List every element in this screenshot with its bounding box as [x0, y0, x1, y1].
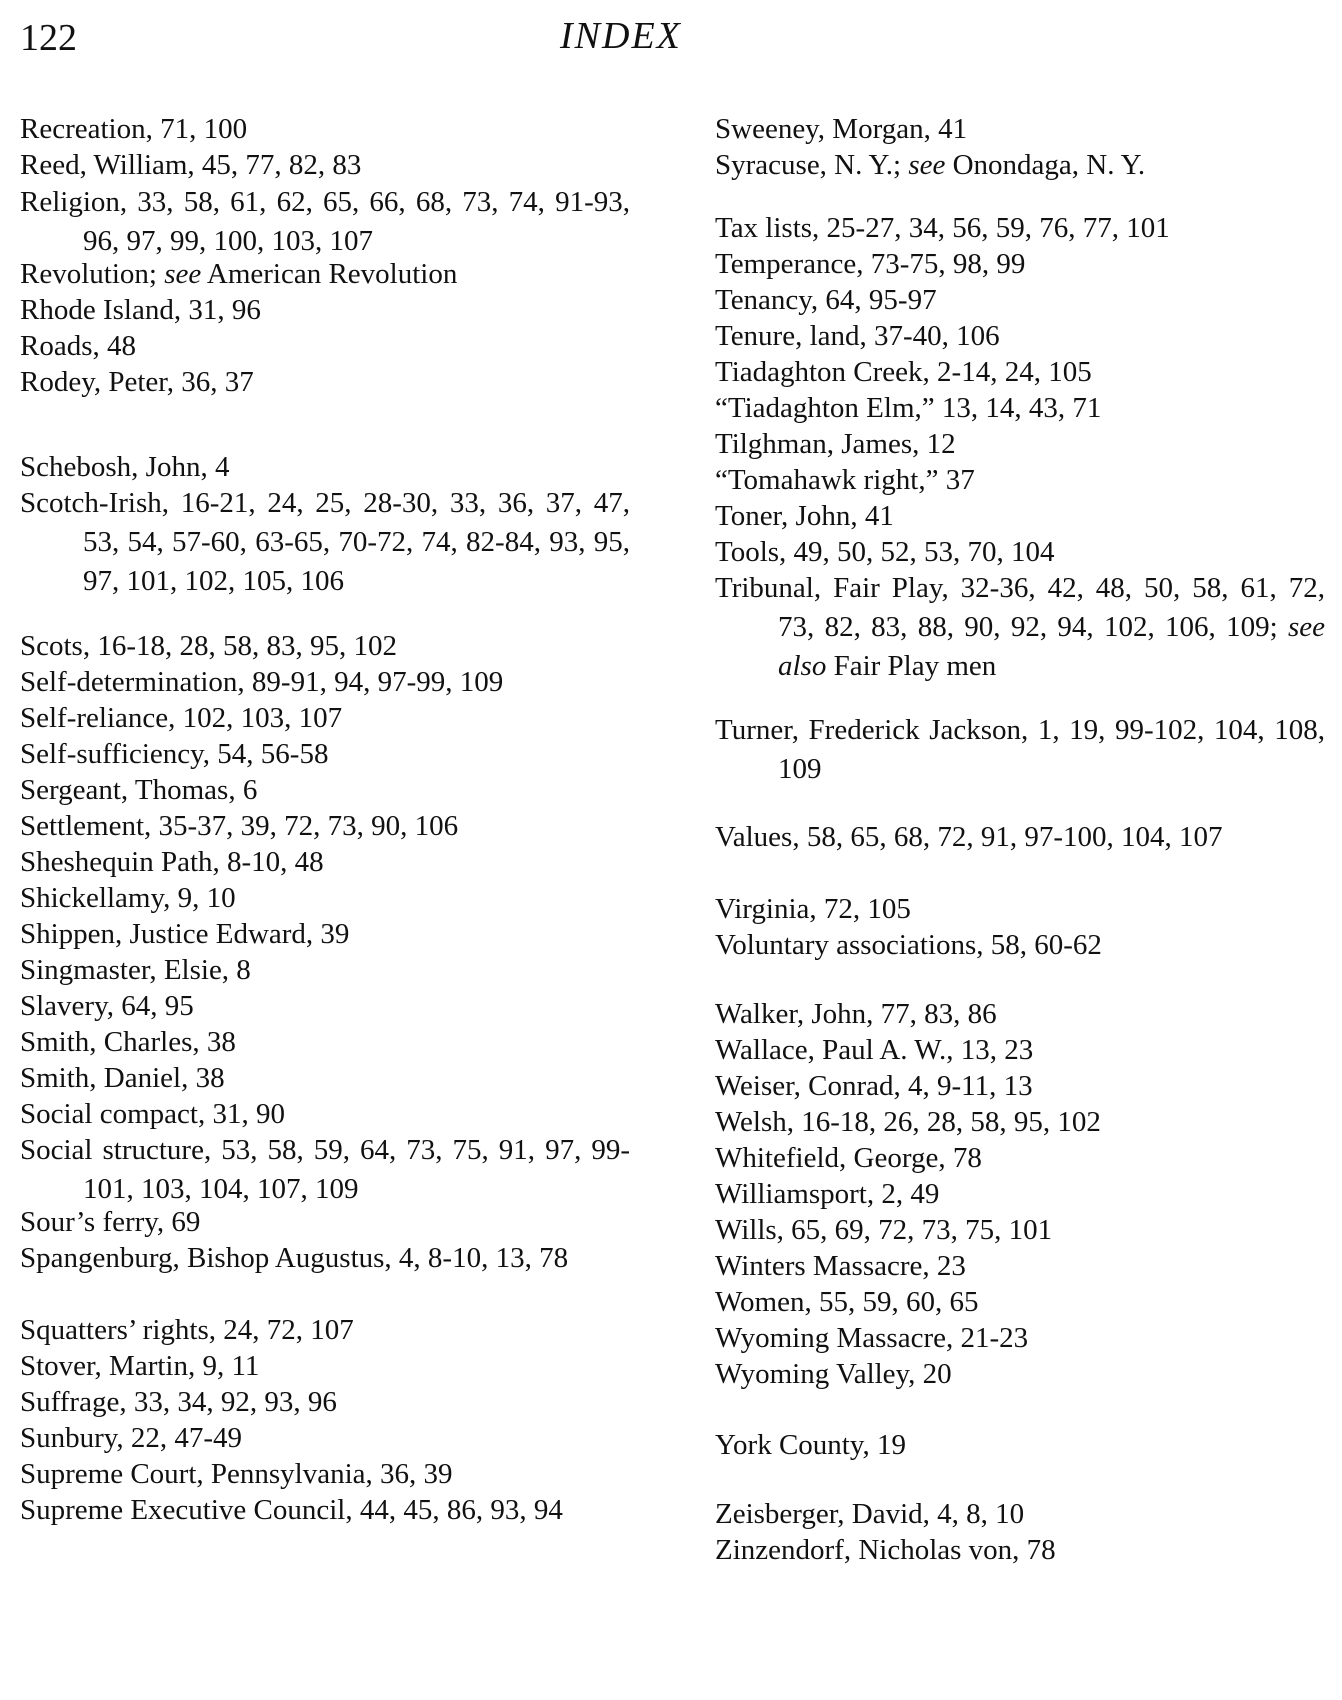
- index-entry: [715, 425, 1325, 464]
- index-entry-text: Sergeant, Thomas, 6: [20, 774, 258, 806]
- index-entry: [20, 699, 630, 738]
- index-entry: [715, 1175, 1325, 1214]
- index-entry: [20, 1455, 630, 1494]
- index-entry: [20, 484, 630, 601]
- index-entry: [20, 1059, 630, 1098]
- index-entry: [20, 735, 630, 774]
- index-entry-text: Tribunal, Fair Play, 32-36, 42, 48, 50, 58, 61, 72, 73, 82, 83, 88, 90, 92, 94, 102, 106, 109;: [715, 572, 1325, 643]
- cross-reference-label: see also: [778, 611, 1325, 682]
- index-entry: [715, 533, 1325, 572]
- index-entry-text: Recreation, 71, 100: [20, 113, 248, 145]
- index-entry-text: American Revolution: [201, 258, 458, 290]
- index-entry-text: Toner, John, 41: [715, 500, 894, 532]
- index-entry: [715, 353, 1325, 392]
- index-entry: [20, 879, 630, 918]
- index-entry: [20, 1131, 630, 1209]
- index-entry-text: Tilghman, James, 12: [715, 428, 956, 460]
- index-entry-text: Williamsport, 2, 49: [715, 1178, 940, 1210]
- index-entry: [20, 1383, 630, 1422]
- index-entry: [20, 771, 630, 810]
- index-entry: [715, 1031, 1325, 1070]
- index-entry: [715, 926, 1325, 965]
- index-entry-text: Smith, Daniel, 38: [20, 1062, 225, 1094]
- index-entry: [20, 1203, 630, 1242]
- running-head: INDEX: [560, 15, 682, 57]
- index-entry: [715, 146, 1325, 185]
- index-entry-text: Reed, William, 45, 77, 82, 83: [20, 149, 362, 181]
- index-entry-text: Singmaster, Elsie, 8: [20, 954, 251, 986]
- index-entry-text: Welsh, 16-18, 26, 28, 58, 95, 102: [715, 1106, 1101, 1138]
- index-entry-text: Winters Massacre, 23: [715, 1250, 966, 1282]
- index-entry-text: Sunbury, 22, 47-49: [20, 1422, 243, 1454]
- index-entry-text: Whitefield, George, 78: [715, 1142, 982, 1174]
- index-entry-text: Walker, John, 77, 83, 86: [715, 998, 997, 1030]
- index-entry: [715, 1283, 1325, 1322]
- index-entry-text: “Tomahawk right,” 37: [715, 464, 975, 496]
- index-entry-text: Slavery, 64, 95: [20, 990, 194, 1022]
- page-number: 122: [20, 17, 77, 59]
- index-entry: [715, 1319, 1325, 1358]
- index-entry-text: Suffrage, 33, 34, 92, 93, 96: [20, 1386, 337, 1418]
- index-entry-text: Scots, 16-18, 28, 58, 83, 95, 102: [20, 630, 397, 662]
- index-entry-text: Tiadaghton Creek, 2-14, 24, 105: [715, 356, 1092, 388]
- index-entry-text: Self-sufficiency, 54, 56-58: [20, 738, 329, 770]
- index-entry-text: Squatters’ rights, 24, 72, 107: [20, 1314, 354, 1346]
- index-entry-text: Social compact, 31, 90: [20, 1098, 285, 1130]
- index-entry: [20, 951, 630, 990]
- index-entry-text: Social structure, 53, 58, 59, 64, 73, 75, 91, 97, 99-101, 103, 104, 107, 109: [20, 1134, 630, 1205]
- index-entry-text: Revolution;: [20, 258, 165, 290]
- index-entry: [20, 987, 630, 1026]
- index-entry-text: Roads, 48: [20, 330, 136, 362]
- index-entry-text: Tools, 49, 50, 52, 53, 70, 104: [715, 536, 1055, 568]
- index-entry-text: Wallace, Paul A. W., 13, 23: [715, 1034, 1034, 1066]
- index-entry-text: Settlement, 35-37, 39, 72, 73, 90, 106: [20, 810, 459, 842]
- index-entry: [715, 389, 1325, 428]
- index-entry: [715, 890, 1325, 929]
- index-entry: [20, 915, 630, 954]
- index-entry-text: Wills, 65, 69, 72, 73, 75, 101: [715, 1214, 1053, 1246]
- index-entry: [20, 327, 630, 366]
- index-entry: [20, 1095, 630, 1134]
- index-entry-text: Sweeney, Morgan, 41: [715, 113, 968, 145]
- index-entry: [20, 291, 630, 330]
- index-entry-text: Values, 58, 65, 68, 72, 91, 97-100, 104, 107: [715, 821, 1223, 853]
- index-entry-text: Self-determination, 89-91, 94, 97-99, 109: [20, 666, 504, 698]
- index-entry-text: Fair Play men: [826, 650, 997, 682]
- index-entry-text: Shickellamy, 9, 10: [20, 882, 236, 914]
- index-entry-text: Syracuse, N. Y.;: [715, 149, 909, 181]
- index-entry: [715, 1531, 1325, 1570]
- index-entry-text: Tenure, land, 37-40, 106: [715, 320, 1000, 352]
- index-entry-text: Wyoming Massacre, 21-23: [715, 1322, 1029, 1354]
- index-entry-text: Self-reliance, 102, 103, 107: [20, 702, 343, 734]
- index-entry: [20, 843, 630, 882]
- index-entry-text: Rhode Island, 31, 96: [20, 294, 261, 326]
- index-entry: [20, 663, 630, 702]
- index-entry: [20, 183, 630, 261]
- index-entry: [20, 255, 630, 294]
- index-entry: [715, 1211, 1325, 1250]
- index-entry: [715, 1247, 1325, 1286]
- index-entry: [715, 110, 1325, 149]
- index-entry-text: Temperance, 73-75, 98, 99: [715, 248, 1026, 280]
- index-entry-text: Rodey, Peter, 36, 37: [20, 366, 254, 398]
- index-entry-text: Sheshequin Path, 8-10, 48: [20, 846, 324, 878]
- index-entry: [20, 146, 630, 185]
- index-entry: [20, 1491, 630, 1530]
- index-entry: [20, 110, 630, 149]
- index-entry: [715, 1355, 1325, 1394]
- cross-reference-label: see: [908, 149, 946, 181]
- index-entry: [715, 281, 1325, 320]
- index-entry: [715, 1495, 1325, 1534]
- index-entry-text: Supreme Court, Pennsylvania, 36, 39: [20, 1458, 453, 1490]
- index-entry-text: Voluntary associations, 58, 60-62: [715, 929, 1102, 961]
- index-entry-text: Shippen, Justice Edward, 39: [20, 918, 350, 950]
- index-entry: [715, 245, 1325, 284]
- index-entry: [20, 1023, 630, 1062]
- index-entry-text: Onondaga, N. Y.: [945, 149, 1146, 181]
- index-entry: [20, 363, 630, 402]
- index-entry: [715, 497, 1325, 536]
- index-entry-text: Smith, Charles, 38: [20, 1026, 236, 1058]
- index-entry: [20, 1347, 630, 1386]
- cross-reference-label: see: [164, 258, 202, 290]
- index-entry: [20, 1239, 630, 1278]
- index-entry-text: Women, 55, 59, 60, 65: [715, 1286, 979, 1318]
- index-entry: [20, 1311, 630, 1350]
- index-entry-text: Sour’s ferry, 69: [20, 1206, 201, 1238]
- index-entry-text: Virginia, 72, 105: [715, 893, 911, 925]
- index-entry-text: Tenancy, 64, 95-97: [715, 284, 937, 316]
- index-entry: [715, 1426, 1325, 1465]
- index-entry: [715, 818, 1325, 857]
- index-entry-text: Spangenburg, Bishop Augustus, 4, 8-10, 13, 78: [20, 1242, 569, 1274]
- index-entry-text: Zeisberger, David, 4, 8, 10: [715, 1498, 1025, 1530]
- index-entry-text: Religion, 33, 58, 61, 62, 65, 66, 68, 73, 74, 91-93, 96, 97, 99, 100, 103, 107: [20, 186, 630, 257]
- index-entry-text: “Tiadaghton Elm,” 13, 14, 43, 71: [715, 392, 1102, 424]
- index-entry: [715, 317, 1325, 356]
- index-entry-text: York County, 19: [715, 1429, 906, 1461]
- index-entry-text: Turner, Frederick Jackson, 1, 19, 99-102, 104, 108, 109: [715, 714, 1325, 785]
- index-entry: [715, 569, 1325, 686]
- index-entry: [715, 711, 1325, 789]
- index-entry-text: Zinzendorf, Nicholas von, 78: [715, 1534, 1056, 1566]
- index-entry: [20, 807, 630, 846]
- index-entry: [715, 995, 1325, 1034]
- index-entry: [715, 461, 1325, 500]
- index-entry: [20, 627, 630, 666]
- index-entry-text: Tax lists, 25-27, 34, 56, 59, 76, 77, 101: [715, 212, 1170, 244]
- index-entry-text: Stover, Martin, 9, 11: [20, 1350, 260, 1382]
- index-entry: [715, 1139, 1325, 1178]
- index-entry-text: Scotch-Irish, 16-21, 24, 25, 28-30, 33, 36, 37, 47, 53, 54, 57-60, 63-65, 70-72, 74, 82-84, 93, 95, 97, 101, 102, 105, 106: [20, 487, 630, 597]
- index-entry: [715, 209, 1325, 248]
- index-entry-text: Schebosh, John, 4: [20, 451, 230, 483]
- index-entry: [715, 1103, 1325, 1142]
- index-entry-text: Weiser, Conrad, 4, 9-11, 13: [715, 1070, 1033, 1102]
- index-entry: [20, 448, 630, 487]
- index-entry-text: Supreme Executive Council, 44, 45, 86, 93, 94: [20, 1494, 563, 1526]
- index-entry-text: Wyoming Valley, 20: [715, 1358, 952, 1390]
- index-entry: [715, 1067, 1325, 1106]
- index-entry: [20, 1419, 630, 1458]
